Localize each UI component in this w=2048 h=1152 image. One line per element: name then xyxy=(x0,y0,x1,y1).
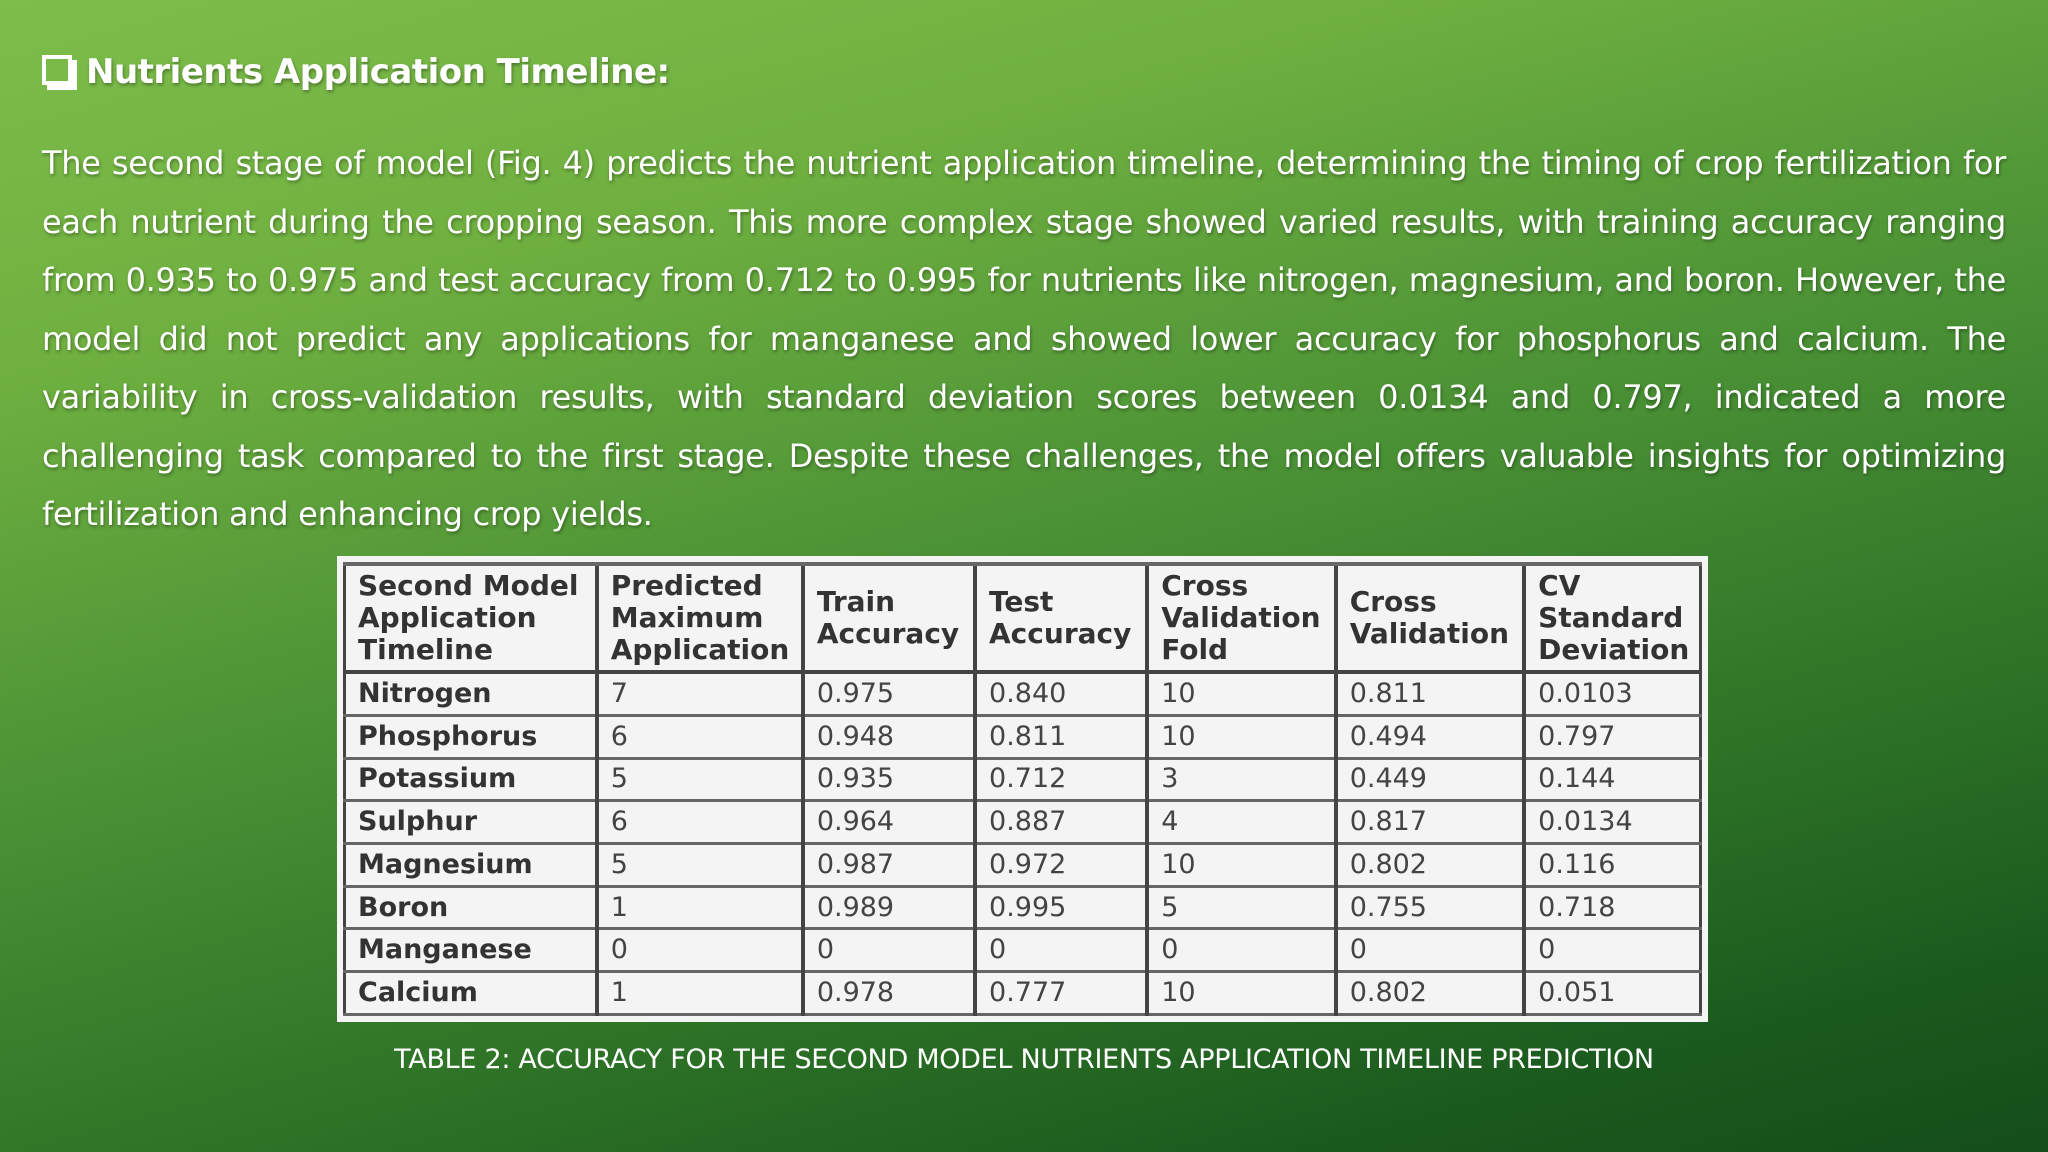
table-cell: 1 xyxy=(597,972,803,1015)
table-cell: 0.972 xyxy=(975,844,1147,887)
nutrient-cell: Magnesium xyxy=(345,844,597,887)
table-cell: 0.840 xyxy=(975,672,1147,715)
results-table-image xyxy=(337,556,1708,1022)
results-table xyxy=(343,562,1702,1016)
table-cell: 0.948 xyxy=(803,715,975,758)
table-cell: 6 xyxy=(597,715,803,758)
table-cell: 0.964 xyxy=(803,801,975,844)
table-row xyxy=(345,886,1701,929)
header-cell: Test Accuracy xyxy=(975,564,1147,672)
table-cell: 0.0103 xyxy=(1524,672,1700,715)
table-cell: 0.987 xyxy=(803,844,975,887)
table-cell: 0 xyxy=(1524,929,1700,972)
nutrient-cell: Sulphur xyxy=(345,801,597,844)
table-cell: 0.712 xyxy=(975,758,1147,801)
table-row xyxy=(345,844,1701,887)
table-cell: 1 xyxy=(597,886,803,929)
table-cell: 5 xyxy=(597,758,803,801)
table-cell: 5 xyxy=(1147,886,1335,929)
table-row xyxy=(345,972,1701,1015)
table-cell: 0.449 xyxy=(1336,758,1524,801)
table-cell: 0.975 xyxy=(803,672,975,715)
table-cell: 0.887 xyxy=(975,801,1147,844)
table-cell: 0.995 xyxy=(975,886,1147,929)
checkbox-bullet-icon xyxy=(42,55,76,89)
table-cell: 0.989 xyxy=(803,886,975,929)
nutrient-cell: Nitrogen xyxy=(345,672,597,715)
table-cell: 10 xyxy=(1147,844,1335,887)
table-cell: 6 xyxy=(597,801,803,844)
table-row xyxy=(345,715,1701,758)
table-cell: 10 xyxy=(1147,672,1335,715)
nutrient-cell: Phosphorus xyxy=(345,715,597,758)
table-cell: 0 xyxy=(803,929,975,972)
table-cell: 0.494 xyxy=(1336,715,1524,758)
table-header-row xyxy=(345,564,1701,672)
table-cell: 0.817 xyxy=(1336,801,1524,844)
table-cell: 0.802 xyxy=(1336,972,1524,1015)
header-cell: CV Standard Deviation xyxy=(1524,564,1700,672)
header-cell: Second Model Application Timeline xyxy=(345,564,597,672)
nutrient-cell: Potassium xyxy=(345,758,597,801)
table-cell: 0.978 xyxy=(803,972,975,1015)
table-cell: 0.797 xyxy=(1524,715,1700,758)
table-cell: 0.935 xyxy=(803,758,975,801)
table-cell: 0.755 xyxy=(1336,886,1524,929)
table-cell: 7 xyxy=(597,672,803,715)
table-row xyxy=(345,929,1701,972)
heading-title: Nutrients Application Timeline: xyxy=(86,52,670,92)
table-cell: 0.0134 xyxy=(1524,801,1700,844)
table-cell: 0.811 xyxy=(975,715,1147,758)
table-cell: 0.116 xyxy=(1524,844,1700,887)
table-cell: 0.777 xyxy=(975,972,1147,1015)
table-cell: 0 xyxy=(597,929,803,972)
table-cell: 5 xyxy=(597,844,803,887)
table-cell: 0.144 xyxy=(1524,758,1700,801)
table-cell: 0 xyxy=(975,929,1147,972)
table-cell: 0 xyxy=(1336,929,1524,972)
table-cell: 0.802 xyxy=(1336,844,1524,887)
table-cell: 10 xyxy=(1147,972,1335,1015)
table-cell: 0.811 xyxy=(1336,672,1524,715)
section-heading xyxy=(42,52,670,92)
header-cell: Cross Validation Fold xyxy=(1147,564,1335,672)
table-cell: 10 xyxy=(1147,715,1335,758)
nutrient-cell: Calcium xyxy=(345,972,597,1015)
body-paragraph: The second stage of model (Fig. 4) predicts the nutrient application timeline, determining the timing of crop fertilization for each nutrient during the cropping season. This more complex stage showed varied results, with training accuracy ranging from 0.935 to 0.975 and test accuracy from 0.712 to 0.995 for nutrients like nitrogen, magnesium, and boron. However, the model did not predict any applications for manganese and showed lower accuracy for phosphorus and calcium. The variability in cross-validation results, with standard deviation scores between 0.0134 and 0.797, indicated a more challenging task compared to the first stage. Despite these challenges, the model offers valuable insights for optimizing fertilization and enhancing crop yields. xyxy=(42,144,2006,533)
header-cell: Train Accuracy xyxy=(803,564,975,672)
table-row xyxy=(345,672,1701,715)
nutrient-cell: Boron xyxy=(345,886,597,929)
header-cell: Predicted Maximum Application xyxy=(597,564,803,672)
table-cell: 0 xyxy=(1147,929,1335,972)
nutrient-cell: Manganese xyxy=(345,929,597,972)
table-cell: 3 xyxy=(1147,758,1335,801)
header-cell: Cross Validation xyxy=(1336,564,1524,672)
table-cell: 0.718 xyxy=(1524,886,1700,929)
table-row xyxy=(345,758,1701,801)
table-caption: TABLE 2: ACCURACY FOR THE SECOND MODEL NUTRIENTS APPLICATION TIMELINE PREDICTION xyxy=(394,1044,1654,1075)
table-cell: 0.051 xyxy=(1524,972,1700,1015)
table-row xyxy=(345,801,1701,844)
table-cell: 4 xyxy=(1147,801,1335,844)
